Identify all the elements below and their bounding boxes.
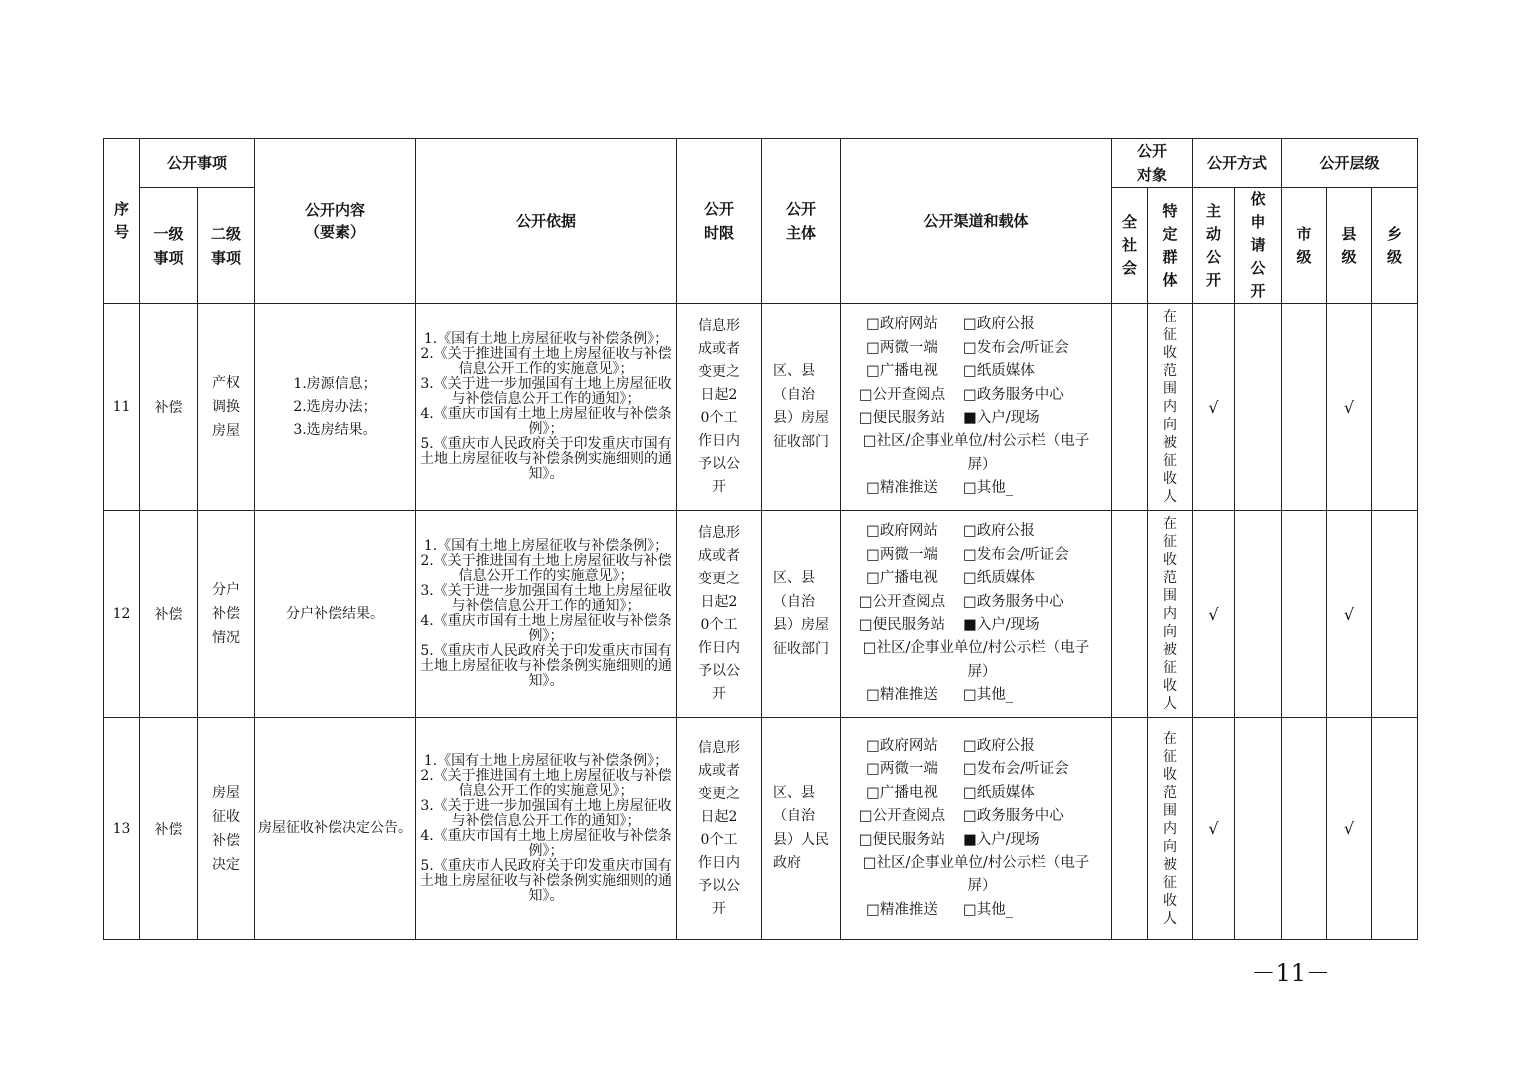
channel-precise-push: □精准推送	[866, 687, 938, 704]
channel-door-to-door: ■入户/现场	[963, 410, 1040, 426]
list-item: 4.《重庆市国有土地上房屋征收与补偿条例》；	[420, 613, 672, 644]
header-level1: 一级事项	[140, 188, 198, 304]
row-channels	[841, 304, 1112, 511]
row-level1: 补偿	[140, 718, 198, 940]
row-audience-all	[1112, 511, 1148, 718]
channel-gov-website: □政府网站	[866, 316, 938, 333]
list-item: 1.《国有土地上房屋征收与补偿条例》；	[423, 752, 669, 769]
channel-service-center: □政务服务中心	[963, 593, 1064, 610]
header-method-request: 依申请公开	[1235, 188, 1282, 304]
list-item: 4.《重庆市国有土地上房屋征收与补偿条例》；	[420, 827, 672, 859]
list-item: 2.《关于推进国有土地上房屋征收与补偿信息公开工作的实施意见》；	[420, 767, 672, 799]
row-level2: 产权调换房屋	[198, 304, 255, 511]
channel-gov-website: □政府网站	[866, 523, 938, 540]
row-subject: 区、县（自治县）房屋征收部门	[762, 304, 841, 511]
channel-gov-gazette: □政府公报	[963, 523, 1035, 540]
row-level-town	[1372, 718, 1418, 940]
channel-press-hearing: □发布会/听证会	[963, 546, 1069, 563]
table-row	[104, 511, 1418, 718]
channel-precise-push: □精准推送	[866, 480, 938, 497]
header-audience-specific: 特定群体	[1148, 188, 1193, 304]
row-level-city	[1282, 511, 1327, 718]
channel-gov-gazette: □政府公报	[963, 737, 1035, 754]
channel-bulletin-board: □社区/企事业单位/村公示栏（电子	[862, 640, 1090, 657]
channel-other: □其他_	[963, 901, 1013, 918]
header-audience-group: 公开对象	[1112, 139, 1193, 188]
row-level2: 房屋征收补偿决定	[198, 718, 255, 940]
row-content	[255, 511, 416, 718]
channel-bulletin-board-cont: 屏）	[967, 456, 997, 473]
channel-broadcast-tv: □广播电视	[866, 570, 938, 587]
list-item: 2.选房办法；	[293, 398, 377, 415]
channel-convenience-station: □便民服务站	[858, 831, 946, 848]
list-item: 5.《重庆市人民政府关于印发重庆市国有土地上房屋征收与补偿条例实施细则的通知》。	[420, 643, 673, 689]
channel-broadcast-tv: □广播电视	[866, 784, 938, 801]
channel-public-reading-point: □公开查阅点	[858, 593, 946, 610]
row-audience-all	[1112, 718, 1148, 940]
header-level-county: 县级	[1327, 188, 1372, 304]
channel-service-center: □政务服务中心	[963, 386, 1064, 403]
header-channels: 公开渠道和载体	[841, 139, 1112, 304]
row-level-city	[1282, 718, 1327, 940]
row-subject: 区、县（自治县）房屋征收部门	[762, 511, 841, 718]
row-audience-specific: 在征收范围内向被征收人	[1148, 304, 1193, 511]
header-items-group: 公开事项	[140, 139, 255, 188]
list-item: 2.《关于推进国有土地上房屋征收与补偿信息公开工作的实施意见》；	[420, 346, 672, 377]
row-level-town	[1372, 304, 1418, 511]
row-level-county: √	[1327, 511, 1372, 718]
channel-weibo-wechat-app: □两微一端	[866, 339, 938, 356]
channel-print-media: □纸质媒体	[963, 784, 1035, 801]
list-item: 房屋征收补偿决定公告。	[258, 820, 413, 836]
row-channels	[841, 511, 1112, 718]
list-item: 5.《重庆市人民政府关于印发重庆市国有土地上房屋征收与补偿条例实施细则的通知》。	[420, 436, 673, 482]
page-number: －11－	[1251, 959, 1330, 987]
row-basis	[416, 718, 677, 940]
header-basis: 公开依据	[416, 139, 677, 304]
row-content	[255, 304, 416, 511]
list-item: 3.选房结果。	[293, 421, 377, 438]
row-subject: 区、县（自治县）人民政府	[762, 718, 841, 940]
list-item: 1.《国有土地上房屋征收与补偿条例》；	[423, 331, 669, 347]
header-level-city: 市级	[1282, 188, 1327, 304]
list-item: 3.《关于进一步加强国有土地上房屋征收与补偿信息公开工作的通知》；	[420, 797, 672, 829]
row-basis	[416, 511, 677, 718]
header-level2: 二级事项	[198, 188, 255, 304]
header-method-active: 主动公开	[1193, 188, 1235, 304]
list-item: 5.《重庆市人民政府关于印发重庆市国有土地上房屋征收与补偿条例实施细则的通知》。	[420, 857, 673, 904]
row-seq: 12	[104, 511, 140, 718]
channel-public-reading-point: □公开查阅点	[858, 808, 946, 825]
channel-service-center: □政务服务中心	[963, 808, 1064, 825]
channel-bulletin-board: □社区/企事业单位/村公示栏（电子	[862, 433, 1090, 450]
list-item: 1.《国有土地上房屋征收与补偿条例》；	[423, 538, 669, 554]
header-method-group: 公开方式	[1193, 139, 1282, 188]
channel-weibo-wechat-app: □两微一端	[866, 761, 938, 778]
list-item: 3.《关于进一步加强国有土地上房屋征收与补偿信息公开工作的通知》；	[420, 376, 672, 407]
row-level1: 补偿	[140, 304, 198, 511]
channel-print-media: □纸质媒体	[963, 570, 1035, 587]
row-audience-all	[1112, 304, 1148, 511]
row-time-limit: 信息形成或者变更之日起20个工作日内予以公开	[677, 511, 762, 718]
header-content: 公开内容（要素）	[255, 139, 416, 304]
list-item: 3.《关于进一步加强国有土地上房屋征收与补偿信息公开工作的通知》；	[420, 583, 672, 614]
row-level2: 分户补偿情况	[198, 511, 255, 718]
row-method-active: √	[1193, 511, 1235, 718]
row-method-active: √	[1193, 304, 1235, 511]
header-seq: 序号	[104, 139, 140, 304]
channel-door-to-door: ■入户/现场	[963, 831, 1040, 848]
row-time-limit: 信息形成或者变更之日起20个工作日内予以公开	[677, 304, 762, 511]
channel-convenience-station: □便民服务站	[858, 410, 946, 426]
header-subject: 公开主体	[762, 139, 841, 304]
channel-gov-website: □政府网站	[866, 737, 938, 754]
row-time-limit: 信息形成或者变更之日起20个工作日内予以公开	[677, 718, 762, 940]
channel-press-hearing: □发布会/听证会	[963, 339, 1069, 356]
disclosure-table	[103, 138, 1418, 940]
row-audience-specific: 在征收范围内向被征收人	[1148, 511, 1193, 718]
list-item: 2.《关于推进国有土地上房屋征收与补偿信息公开工作的实施意见》；	[420, 553, 672, 584]
channel-door-to-door: ■入户/现场	[963, 617, 1040, 633]
header-audience-all: 全社会	[1112, 188, 1148, 304]
channel-convenience-station: □便民服务站	[858, 617, 946, 633]
channel-weibo-wechat-app: □两微一端	[866, 546, 938, 563]
channel-bulletin-board-cont: 屏）	[967, 878, 997, 895]
row-method-active: √	[1193, 718, 1235, 940]
channel-bulletin-board: □社区/企事业单位/村公示栏（电子	[862, 854, 1090, 871]
channel-broadcast-tv: □广播电视	[866, 363, 938, 380]
list-item: 4.《重庆市国有土地上房屋征收与补偿条例》；	[420, 406, 672, 437]
row-level-county: √	[1327, 718, 1372, 940]
row-method-request	[1235, 304, 1282, 511]
row-level-city	[1282, 304, 1327, 511]
row-basis	[416, 304, 677, 511]
row-method-request	[1235, 718, 1282, 940]
channel-precise-push: □精准推送	[866, 901, 938, 918]
channel-other: □其他_	[963, 480, 1013, 497]
channel-press-hearing: □发布会/听证会	[963, 761, 1069, 778]
channel-print-media: □纸质媒体	[963, 363, 1035, 380]
row-audience-specific: 在征收范围内向被征收人	[1148, 718, 1193, 940]
table-row	[104, 718, 1418, 940]
header-level-town: 乡级	[1372, 188, 1418, 304]
channel-public-reading-point: □公开查阅点	[858, 386, 946, 403]
list-item: 1.房源信息；	[293, 375, 377, 392]
row-seq: 11	[104, 304, 140, 511]
row-level-county: √	[1327, 304, 1372, 511]
row-level-town	[1372, 511, 1418, 718]
row-level1: 补偿	[140, 511, 198, 718]
channel-other: □其他_	[963, 687, 1013, 704]
row-content	[255, 718, 416, 940]
channel-gov-gazette: □政府公报	[963, 316, 1035, 333]
row-seq: 13	[104, 718, 140, 940]
row-channels	[841, 718, 1112, 940]
channel-bulletin-board-cont: 屏）	[967, 663, 997, 680]
header-level-group: 公开层级	[1282, 139, 1418, 188]
row-method-request	[1235, 511, 1282, 718]
header-time-limit: 公开时限	[677, 139, 762, 304]
table-row	[104, 304, 1418, 511]
list-item: 分户补偿结果。	[286, 605, 385, 622]
